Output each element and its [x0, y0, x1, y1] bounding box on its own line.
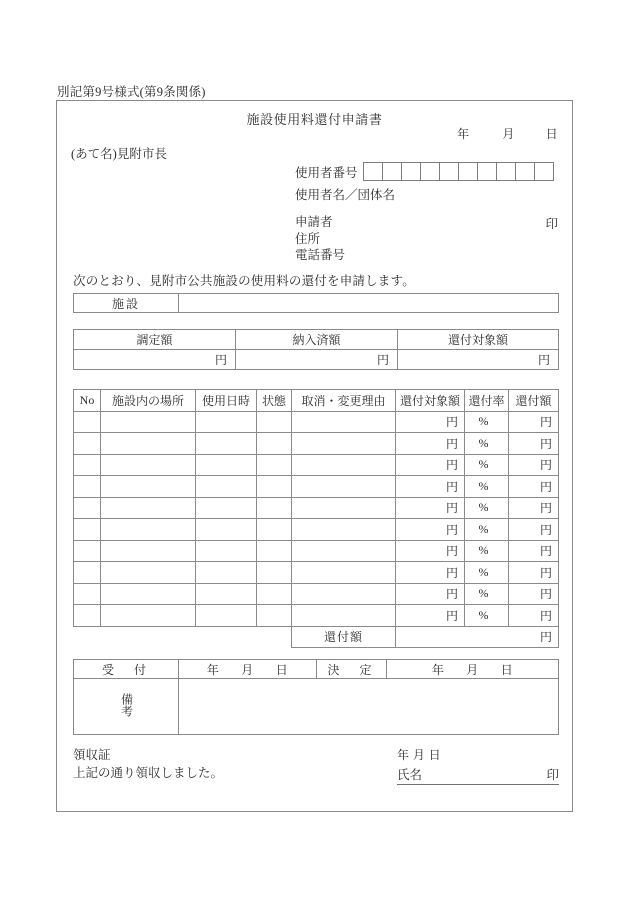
table-row	[74, 605, 559, 627]
detail-cell-refundable[interactable]: 円	[396, 454, 465, 476]
form-frame	[56, 100, 573, 812]
form-number: 別記第9号様式(第9条関係)	[57, 85, 206, 99]
detail-cell-rate[interactable]: %	[465, 454, 509, 476]
page-title: 施設使用料還付申請書	[246, 112, 383, 127]
receipt-title: 領収証	[73, 748, 111, 762]
detail-header-place: 施設内の場所	[101, 390, 196, 412]
user-number-cell[interactable]	[421, 162, 440, 181]
detail-cell-datetime[interactable]	[196, 562, 257, 584]
detail-cell-no[interactable]	[74, 583, 101, 605]
detail-cell-refundable[interactable]: 円	[396, 605, 465, 627]
phone-label: 電話番号	[295, 248, 346, 262]
detail-header-rate: 還付率	[465, 390, 509, 412]
table-row	[74, 294, 559, 313]
detail-header-reason: 取消・変更理由	[292, 390, 396, 412]
detail-cell-reason[interactable]	[292, 583, 396, 605]
detail-cell-rate[interactable]: %	[465, 562, 509, 584]
reception-year-label: 年	[206, 662, 220, 677]
detail-cell-place[interactable]	[101, 562, 196, 584]
detail-cell-no[interactable]	[74, 476, 101, 498]
detail-cell-reason[interactable]	[292, 540, 396, 562]
detail-header-datetime: 使用日時	[196, 390, 257, 412]
decision-label: 決 定	[317, 660, 387, 679]
user-number-cell[interactable]	[383, 162, 402, 181]
detail-header-no: No	[74, 390, 101, 412]
detail-cell-place[interactable]	[101, 540, 196, 562]
detail-cell-refund[interactable]: 円	[509, 583, 559, 605]
table-row	[74, 497, 559, 519]
detail-header-refundable: 還付対象額	[396, 390, 465, 412]
detail-cell-reason[interactable]	[292, 433, 396, 455]
detail-cell-no[interactable]	[74, 454, 101, 476]
detail-cell-refund[interactable]: 円	[509, 519, 559, 541]
table-row	[74, 433, 559, 455]
detail-cell-datetime[interactable]	[196, 411, 257, 433]
user-number-cell[interactable]	[364, 162, 383, 181]
detail-cell-rate[interactable]: %	[465, 519, 509, 541]
detail-cell-refundable[interactable]: 円	[396, 411, 465, 433]
detail-cell-no[interactable]	[74, 433, 101, 455]
detail-cell-state[interactable]	[257, 454, 292, 476]
detail-cell-state[interactable]	[257, 562, 292, 584]
user-number-cell[interactable]	[440, 162, 459, 181]
detail-cell-rate[interactable]: %	[465, 497, 509, 519]
amount-summary-table	[73, 329, 559, 370]
detail-cell-refund[interactable]: 円	[509, 540, 559, 562]
detail-cell-place[interactable]	[101, 454, 196, 476]
detail-cell-refundable[interactable]: 円	[396, 497, 465, 519]
header-year-label: 年	[457, 127, 470, 141]
table-row	[74, 660, 559, 679]
table-header-row	[74, 390, 559, 412]
detail-total-spacer	[196, 626, 257, 648]
decision-day-label: 日	[500, 662, 514, 677]
detail-cell-datetime[interactable]	[196, 583, 257, 605]
user-number-cell[interactable]	[459, 162, 478, 181]
detail-cell-state[interactable]	[257, 433, 292, 455]
detail-cell-datetime[interactable]	[196, 497, 257, 519]
office-use-table	[73, 659, 559, 735]
summary-value-assessed[interactable]: 円	[74, 350, 236, 370]
detail-cell-no[interactable]	[74, 497, 101, 519]
receipt-day-label: 日	[428, 748, 442, 762]
detail-cell-datetime[interactable]	[196, 476, 257, 498]
addressee-label: (あて名)見附市長	[71, 147, 167, 161]
receipt-name-row[interactable]	[397, 765, 559, 785]
summary-header-assessed: 調定額	[74, 330, 236, 350]
detail-cell-refund[interactable]: 円	[509, 476, 559, 498]
reception-date-field[interactable]	[179, 660, 317, 679]
reception-month-label: 月	[241, 662, 254, 677]
detail-cell-place[interactable]	[101, 605, 196, 627]
applicant-seal-label: 印	[545, 217, 558, 231]
detail-cell-reason[interactable]	[292, 562, 396, 584]
table-row	[74, 411, 559, 433]
detail-cell-reason[interactable]	[292, 476, 396, 498]
detail-cell-datetime[interactable]	[196, 454, 257, 476]
detail-cell-refundable[interactable]: 円	[396, 583, 465, 605]
detail-cell-refundable[interactable]: 円	[396, 433, 465, 455]
table-row	[74, 519, 559, 541]
detail-cell-refundable[interactable]: 円	[396, 476, 465, 498]
decision-year-label: 年	[431, 662, 445, 677]
user-number-cell[interactable]	[402, 162, 421, 181]
detail-cell-datetime[interactable]	[196, 519, 257, 541]
detail-cell-reason[interactable]	[292, 497, 396, 519]
summary-value-paid[interactable]: 円	[236, 350, 398, 370]
detail-cell-state[interactable]	[257, 519, 292, 541]
detail-total-spacer	[74, 626, 101, 648]
detail-cell-place[interactable]	[101, 583, 196, 605]
summary-value-refundable[interactable]: 円	[398, 350, 559, 370]
table-row	[74, 476, 559, 498]
detail-cell-state[interactable]	[257, 605, 292, 627]
table-row	[74, 540, 559, 562]
remarks-value-field[interactable]	[179, 679, 559, 735]
detail-header-state: 状態	[257, 390, 292, 412]
decision-month-label: 月	[466, 662, 479, 677]
user-number-cell[interactable]	[535, 162, 554, 181]
facility-label: 施設	[74, 294, 179, 313]
user-number-input-grid[interactable]	[363, 162, 554, 181]
user-number-cell[interactable]	[478, 162, 497, 181]
address-label: 住所	[295, 231, 321, 246]
detail-cell-datetime[interactable]	[196, 605, 257, 627]
facility-value-field[interactable]	[179, 294, 559, 313]
detail-cell-rate[interactable]: %	[465, 605, 509, 627]
detail-cell-refundable[interactable]: 円	[396, 562, 465, 584]
detail-cell-rate[interactable]: %	[465, 540, 509, 562]
detail-cell-reason[interactable]	[292, 411, 396, 433]
detail-cell-place[interactable]	[101, 433, 196, 455]
facility-table	[73, 293, 559, 313]
detail-cell-rate[interactable]: %	[465, 433, 509, 455]
remarks-label-text: 備考	[119, 693, 134, 717]
detail-cell-reason[interactable]	[292, 605, 396, 627]
detail-total-spacer	[257, 626, 292, 648]
detail-cell-state[interactable]	[257, 476, 292, 498]
user-name-label: 使用者名／団体名	[295, 188, 396, 202]
detail-cell-rate[interactable]: %	[465, 476, 509, 498]
receipt-year-label: 年	[397, 748, 410, 762]
detail-cell-state[interactable]	[257, 411, 292, 433]
reception-label: 受 付	[74, 660, 179, 679]
detail-cell-refundable[interactable]: 円	[396, 540, 465, 562]
detail-cell-rate[interactable]: %	[465, 583, 509, 605]
detail-cell-place[interactable]	[101, 411, 196, 433]
application-statement: 次のとおり、見附市公共施設の使用料の還付を申請します。	[73, 274, 415, 288]
header-month-label: 月	[502, 127, 515, 141]
user-number-cell[interactable]	[497, 162, 516, 181]
detail-cell-rate[interactable]: %	[465, 411, 509, 433]
receipt-seal-label: 印	[546, 768, 559, 782]
detail-cell-refund[interactable]: 円	[509, 605, 559, 627]
detail-cell-refund[interactable]: 円	[509, 562, 559, 584]
detail-table-body	[74, 411, 559, 626]
detail-cell-no[interactable]	[74, 540, 101, 562]
receipt-name-label: 氏名	[397, 768, 423, 782]
header-day-label: 日	[545, 127, 558, 141]
detail-cell-refund[interactable]: 円	[509, 411, 559, 433]
detail-cell-state[interactable]	[257, 583, 292, 605]
receipt-date-line	[397, 746, 441, 763]
detail-cell-no[interactable]	[74, 605, 101, 627]
decision-date-field[interactable]	[387, 660, 559, 679]
detail-cell-reason[interactable]	[292, 454, 396, 476]
summary-header-refundable: 還付対象額	[398, 330, 559, 350]
table-row	[74, 350, 559, 370]
table-row	[74, 562, 559, 584]
detail-cell-place[interactable]	[101, 476, 196, 498]
receipt-block	[73, 746, 223, 782]
header-date-line	[457, 125, 558, 142]
applicant-label: 申請者	[295, 215, 333, 229]
table-header-row	[74, 330, 559, 350]
detail-total-spacer	[101, 626, 196, 648]
detail-cell-refund[interactable]: 円	[509, 433, 559, 455]
table-row	[74, 454, 559, 476]
detail-cell-no[interactable]	[74, 411, 101, 433]
receipt-month-label: 月	[412, 748, 426, 762]
detail-cell-place[interactable]	[101, 519, 196, 541]
detail-total-row	[74, 626, 559, 648]
detail-cell-refundable[interactable]: 円	[396, 519, 465, 541]
user-number-label: 使用者番号	[295, 165, 358, 180]
table-row	[74, 679, 559, 735]
user-number-row	[295, 162, 554, 181]
detail-header-refund: 還付額	[509, 390, 559, 412]
detail-cell-place[interactable]	[101, 497, 196, 519]
detail-total-value[interactable]: 円	[396, 626, 559, 648]
reception-day-label: 日	[275, 662, 289, 677]
detail-cell-no[interactable]	[74, 562, 101, 584]
detail-cell-reason[interactable]	[292, 519, 396, 541]
table-row	[74, 583, 559, 605]
detail-cell-datetime[interactable]	[196, 540, 257, 562]
detail-cell-state[interactable]	[257, 540, 292, 562]
detail-cell-state[interactable]	[257, 497, 292, 519]
detail-total-label: 還付額	[292, 626, 396, 648]
refund-detail-table	[73, 389, 559, 648]
detail-cell-refund[interactable]: 円	[509, 497, 559, 519]
remarks-label	[74, 679, 179, 735]
receipt-statement: 上記の通り領収しました。	[73, 766, 224, 780]
applicant-block	[295, 214, 345, 264]
detail-cell-refund[interactable]: 円	[509, 454, 559, 476]
user-number-cell[interactable]	[516, 162, 535, 181]
summary-header-paid: 納入済額	[236, 330, 398, 350]
detail-cell-no[interactable]	[74, 519, 101, 541]
detail-cell-datetime[interactable]	[196, 433, 257, 455]
